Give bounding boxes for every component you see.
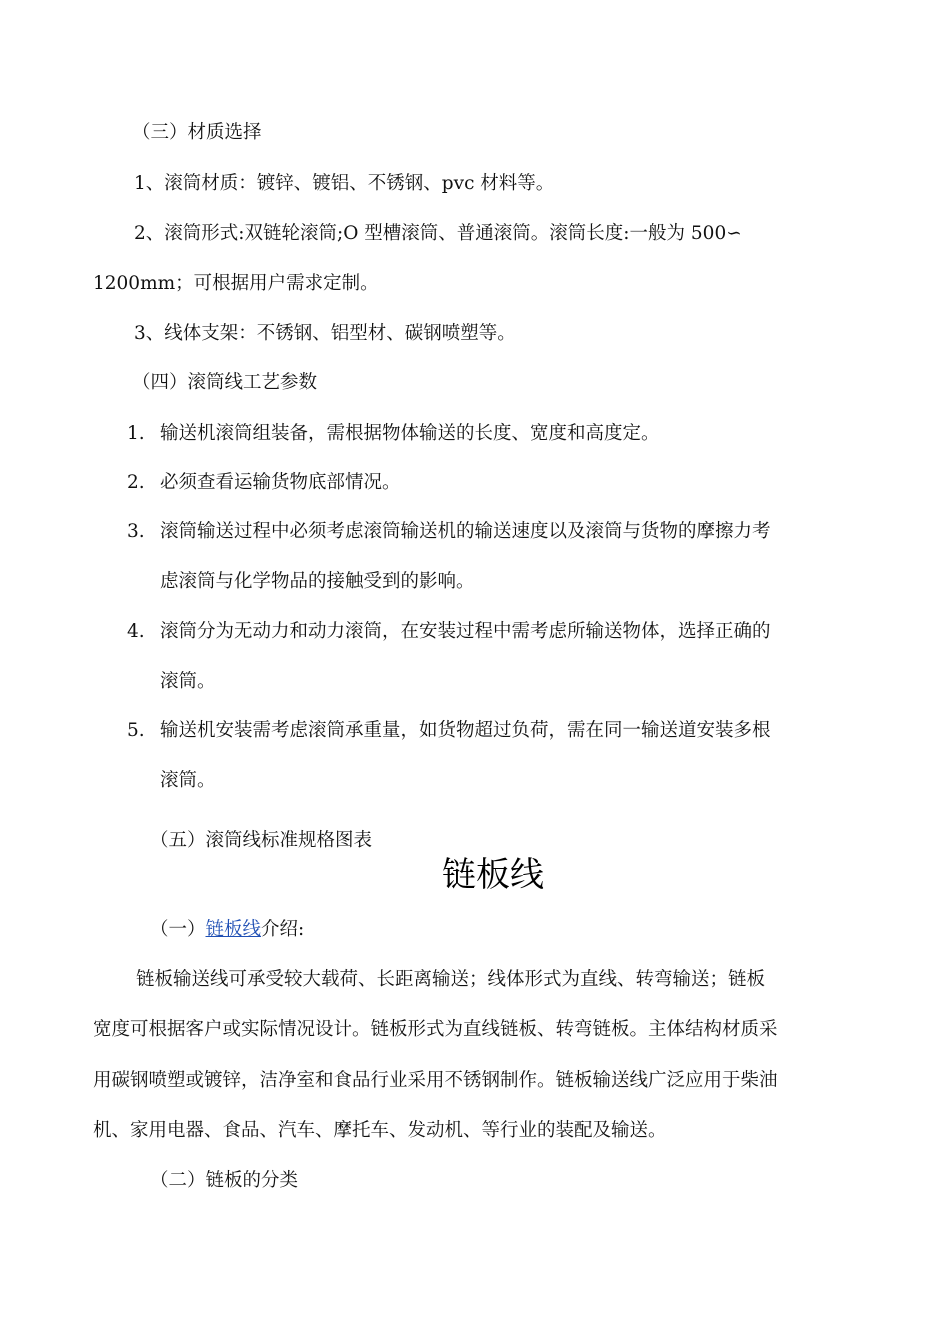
intro-suffix: 介绍: [261,919,305,940]
list-item: 输送机安装需考虑滚筒承重量，如货物超过负荷，需在同一输送道安装多根 [160,720,771,741]
list-item: 输送机滚筒组装备，需根据物体输送的长度、宽度和高度定。 [160,423,660,444]
list-item: 必须查看运输货物底部情况。 [160,472,401,493]
list-item: 1、滚筒材质：镀锌、镀铝、不锈钢、pvc 材料等。 [134,173,555,194]
list-item-continuation: 滚筒。 [160,770,216,791]
page-title: 链板线 [442,855,544,895]
list-number: 3. [127,521,145,542]
list-item-continuation: 1200mm；可根据用户需求定制。 [93,273,379,294]
list-item: 2、滚筒形式:双链轮滚筒;O 型槽滚筒、普通滚筒。滚筒长度:一般为 500∽ [134,223,742,244]
section-heading-spec-chart: （五）滚筒线标准规格图表 [150,830,373,851]
paragraph-line: 链板输送线可承受较大载荷、长距离输送；线体形式为直线、转弯输送；链板 [136,969,766,990]
list-item: 3、线体支架：不锈钢、铝型材、碳钢喷塑等。 [134,323,516,344]
chain-plate-line-link[interactable]: 链板线 [205,919,262,940]
list-item: 滚筒分为无动力和动力滚筒，在安装过程中需考虑所输送物体，选择正确的 [160,621,771,642]
subsection-heading-intro [150,918,304,942]
intro-prefix: （一） [150,919,206,940]
list-number: 5. [127,720,145,741]
list-item-continuation: 滚筒。 [160,671,216,692]
subsection-heading-classification: （二）链板的分类 [150,1170,299,1191]
list-item-continuation: 虑滚筒与化学物品的接触受到的影响。 [160,571,475,592]
paragraph-line: 机、家用电器、食品、汽车、摩托车、发动机、等行业的装配及输送。 [93,1120,667,1141]
list-item: 滚筒输送过程中必须考虑滚筒输送机的输送速度以及滚筒与货物的摩擦力考 [160,521,771,542]
list-number: 1. [127,423,145,444]
section-heading-process-params: （四）滚筒线工艺参数 [132,372,318,393]
section-heading-materials: （三）材质选择 [132,122,262,143]
paragraph-line: 宽度可根据客户或实际情况设计。链板形式为直线链板、转弯链板。主体结构材质采 [93,1019,778,1040]
paragraph-line: 用碳钢喷塑或镀锌，洁净室和食品行业采用不锈钢制作。链板输送线广泛应用于柴油 [93,1070,778,1091]
list-number: 2. [127,472,145,493]
list-number: 4. [127,621,145,642]
